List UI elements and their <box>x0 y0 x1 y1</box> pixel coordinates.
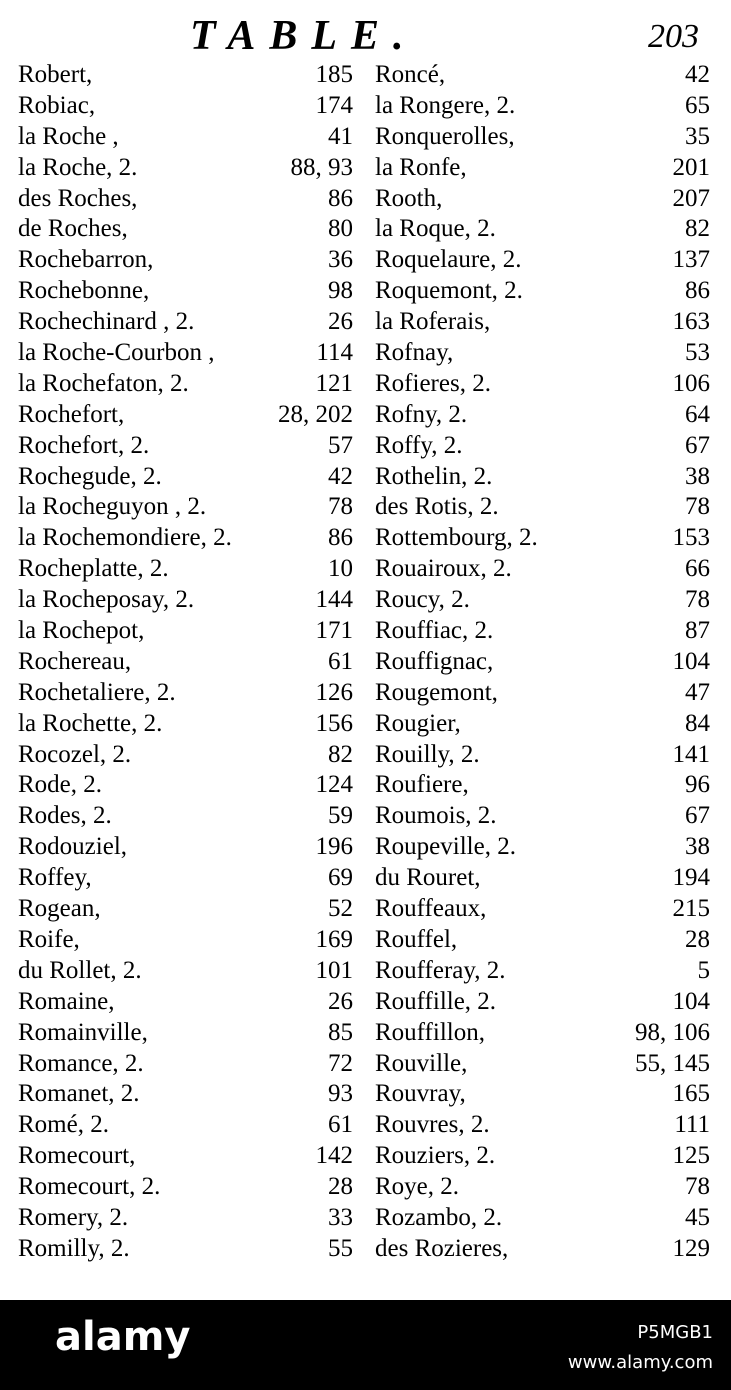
entry-name: Rouvray, <box>375 1080 466 1108</box>
index-entry <box>18 1234 353 1265</box>
entry-name: Rochebonne, <box>18 277 150 305</box>
entry-pages: 57 <box>328 431 353 459</box>
entry-name: Roufferay, 2. <box>375 956 506 984</box>
index-entry <box>18 1049 353 1080</box>
entry-name: Rofnay, <box>375 339 454 367</box>
index-entry <box>18 678 353 709</box>
entry-pages: 87 <box>685 617 710 645</box>
entry-name: Rochereau, <box>18 647 132 675</box>
index-entry <box>375 1079 710 1110</box>
index-entry <box>18 1203 353 1234</box>
entry-name: Rottembourg, 2. <box>375 524 538 552</box>
entry-pages: 26 <box>328 308 353 336</box>
entry-name: Rouilly, 2. <box>375 740 480 768</box>
entry-pages: 64 <box>685 400 710 428</box>
index-entry <box>18 369 353 400</box>
entry-pages: 36 <box>328 246 353 274</box>
entry-name: Rouffeaux, <box>375 895 487 923</box>
entry-pages: 55, 145 <box>635 1049 710 1077</box>
entry-pages: 69 <box>328 864 353 892</box>
watermark-bar <box>0 1300 731 1390</box>
entry-pages: 169 <box>315 925 353 953</box>
index-entry <box>18 987 353 1018</box>
entry-name: la Rocheposay, 2. <box>18 586 195 614</box>
index-entry <box>375 770 710 801</box>
watermark-image-code: P5MGB1 <box>637 1322 713 1343</box>
index-entry <box>18 1079 353 1110</box>
entry-pages: 78 <box>328 493 353 521</box>
index-entry <box>375 925 710 956</box>
entry-pages: 52 <box>328 895 353 923</box>
index-entry <box>18 616 353 647</box>
index-entry <box>375 1234 710 1265</box>
entry-name: Rouville, <box>375 1049 468 1077</box>
index-entry <box>375 801 710 832</box>
entry-pages: 194 <box>672 864 710 892</box>
index-entry <box>375 585 710 616</box>
entry-pages: 41 <box>328 122 353 150</box>
entry-pages: 201 <box>672 153 710 181</box>
index-entry <box>375 1141 710 1172</box>
entry-name: Romilly, 2. <box>18 1234 130 1262</box>
index-entry <box>375 184 710 215</box>
entry-name: des Rozieres, <box>375 1234 509 1262</box>
index-entry <box>18 585 353 616</box>
entry-name: la Rochepot, <box>18 617 145 645</box>
entry-name: du Rollet, 2. <box>18 956 142 984</box>
entry-pages: 163 <box>672 308 710 336</box>
entry-pages: 104 <box>672 647 710 675</box>
entry-name: Romery, 2. <box>18 1203 129 1231</box>
entry-name: Rochefort, <box>18 400 125 428</box>
index-entry <box>375 1172 710 1203</box>
entry-pages: 28, 202 <box>278 400 353 428</box>
index-entry <box>18 214 353 245</box>
entry-pages: 174 <box>315 91 353 119</box>
entry-name: Rocheplatte, 2. <box>18 555 169 583</box>
watermark-url: www.alamy.com <box>567 1352 713 1373</box>
entry-name: Roquelaure, 2. <box>375 246 522 274</box>
entry-name: Roffey, <box>18 864 92 892</box>
entry-pages: 45 <box>685 1203 710 1231</box>
entry-name: Robert, <box>18 61 93 88</box>
entry-pages: 111 <box>674 1111 710 1139</box>
index-entry <box>375 709 710 740</box>
entry-name: Roife, <box>18 925 80 953</box>
entry-name: la Roche, 2. <box>18 153 138 181</box>
entry-name: de Roches, <box>18 215 128 243</box>
entry-name: Rozambo, 2. <box>375 1203 503 1231</box>
entry-pages: 93 <box>328 1080 353 1108</box>
entry-pages: 114 <box>316 339 353 367</box>
entry-pages: 84 <box>685 709 710 737</box>
entry-pages: 171 <box>315 617 353 645</box>
index-entry <box>18 647 353 678</box>
entry-pages: 88, 93 <box>290 153 353 181</box>
index-entry <box>18 276 353 307</box>
index-entry <box>18 925 353 956</box>
entry-pages: 42 <box>685 61 710 88</box>
index-entry <box>18 492 353 523</box>
index-entry <box>375 307 710 338</box>
entry-name: Roumois, 2. <box>375 802 497 830</box>
entry-pages: 10 <box>328 555 353 583</box>
entry-pages: 129 <box>672 1234 710 1262</box>
entry-name: Romainville, <box>18 1018 148 1046</box>
index-entry <box>18 338 353 369</box>
entry-pages: 106 <box>672 369 710 397</box>
entry-pages: 82 <box>685 215 710 243</box>
index-entry <box>18 1110 353 1141</box>
index-column-right <box>375 60 710 1265</box>
index-entry <box>18 801 353 832</box>
entry-name: Rouffillon, <box>375 1018 485 1046</box>
entry-name: des Rotis, 2. <box>375 493 499 521</box>
entry-pages: 196 <box>315 833 353 861</box>
entry-pages: 85 <box>328 1018 353 1046</box>
entry-pages: 215 <box>672 895 710 923</box>
entry-name: Rodes, 2. <box>18 802 112 830</box>
entry-name: Rofny, 2. <box>375 400 468 428</box>
index-entry <box>18 523 353 554</box>
entry-name: Roucy, 2. <box>375 586 470 614</box>
entry-pages: 207 <box>672 184 710 212</box>
entry-name: Romaine, <box>18 987 115 1015</box>
entry-name: Romance, 2. <box>18 1049 144 1077</box>
entry-name: Rodouziel, <box>18 833 128 861</box>
index-entry <box>18 956 353 987</box>
entry-name: Rouairoux, 2. <box>375 555 512 583</box>
entry-pages: 98 <box>328 277 353 305</box>
index-entry <box>18 832 353 863</box>
entry-pages: 38 <box>685 833 710 861</box>
entry-pages: 141 <box>672 740 710 768</box>
entry-pages: 28 <box>685 925 710 953</box>
entry-name: Rouvres, 2. <box>375 1111 490 1139</box>
entry-name: Rochetaliere, 2. <box>18 678 176 706</box>
index-entry <box>18 307 353 338</box>
entry-pages: 61 <box>328 1111 353 1139</box>
index-entry <box>375 369 710 400</box>
index-entry <box>18 91 353 122</box>
entry-pages: 66 <box>685 555 710 583</box>
index-entry <box>375 647 710 678</box>
entry-name: Rouffel, <box>375 925 458 953</box>
index-column-left <box>18 60 353 1265</box>
entry-name: Rogean, <box>18 895 101 923</box>
entry-name: Rochechinard , 2. <box>18 308 195 336</box>
entry-name: Rothelin, 2. <box>375 462 493 490</box>
entry-name: Ronquerolles, <box>375 122 515 150</box>
index-entry <box>375 91 710 122</box>
entry-name: Rode, 2. <box>18 771 103 799</box>
entry-name: Roffy, 2. <box>375 431 463 459</box>
index-entry <box>375 431 710 462</box>
entry-name: Rofieres, 2. <box>375 369 491 397</box>
index-entry <box>18 863 353 894</box>
entry-name: la Ronfe, <box>375 153 467 181</box>
entry-name: Rougemont, <box>375 678 498 706</box>
entry-name: Rochegude, 2. <box>18 462 162 490</box>
entry-name: Roncé, <box>375 61 446 88</box>
index-entry <box>375 245 710 276</box>
entry-name: la Rongere, 2. <box>375 91 516 119</box>
index-entry <box>375 1049 710 1080</box>
page-number: 203 <box>648 18 699 55</box>
entry-name: du Rouret, <box>375 864 481 892</box>
entry-pages: 165 <box>672 1080 710 1108</box>
index-entry <box>18 709 353 740</box>
entry-name: Rouziers, 2. <box>375 1142 496 1170</box>
index-entry <box>18 554 353 585</box>
entry-pages: 61 <box>328 647 353 675</box>
entry-pages: 124 <box>315 771 353 799</box>
index-entry <box>375 338 710 369</box>
entry-name: Rochefort, 2. <box>18 431 150 459</box>
index-entry <box>18 894 353 925</box>
index-entry <box>375 1110 710 1141</box>
index-entry <box>375 60 710 91</box>
entry-pages: 126 <box>315 678 353 706</box>
index-entry <box>18 1018 353 1049</box>
index-entry <box>18 122 353 153</box>
entry-pages: 65 <box>685 91 710 119</box>
index-entry <box>18 1172 353 1203</box>
entry-name: Roquemont, 2. <box>375 277 523 305</box>
index-entry <box>375 492 710 523</box>
index-entry <box>18 153 353 184</box>
entry-pages: 28 <box>328 1173 353 1201</box>
entry-name: Rochebarron, <box>18 246 154 274</box>
entry-pages: 67 <box>685 431 710 459</box>
index-entry <box>375 894 710 925</box>
entry-name: la Rocheguyon , 2. <box>18 493 207 521</box>
index-entry <box>375 616 710 647</box>
entry-name: la Roche , <box>18 122 119 150</box>
entry-pages: 35 <box>685 122 710 150</box>
entry-pages: 86 <box>328 524 353 552</box>
page-title: TABLE. <box>190 13 418 59</box>
entry-name: Rougier, <box>375 709 461 737</box>
entry-pages: 26 <box>328 987 353 1015</box>
entry-name: la Roque, 2. <box>375 215 496 243</box>
entry-name: Rooth, <box>375 184 443 212</box>
entry-pages: 98, 106 <box>635 1018 710 1046</box>
index-entry <box>375 1203 710 1234</box>
entry-name: Romé, 2. <box>18 1111 109 1139</box>
entry-pages: 137 <box>672 246 710 274</box>
entry-name: Romanet, 2. <box>18 1080 140 1108</box>
entry-name: Robiac, <box>18 91 96 119</box>
index-entry <box>375 956 710 987</box>
entry-pages: 185 <box>315 61 353 88</box>
entry-name: Romecourt, <box>18 1142 136 1170</box>
index-entry <box>375 554 710 585</box>
entry-name: Romecourt, 2. <box>18 1173 161 1201</box>
entry-pages: 121 <box>315 369 353 397</box>
entry-name: Roye, 2. <box>375 1173 460 1201</box>
entry-pages: 86 <box>328 184 353 212</box>
entry-name: Rouffignac, <box>375 647 494 675</box>
entry-pages: 125 <box>672 1142 710 1170</box>
entry-name: la Rochette, 2. <box>18 709 163 737</box>
entry-pages: 33 <box>328 1203 353 1231</box>
index-entry <box>18 60 353 91</box>
index-entry <box>18 1141 353 1172</box>
entry-pages: 5 <box>697 956 710 984</box>
entry-pages: 38 <box>685 462 710 490</box>
entry-name: la Rochemondiere, 2. <box>18 524 232 552</box>
page-header <box>0 10 731 60</box>
entry-pages: 42 <box>328 462 353 490</box>
index-entry <box>18 184 353 215</box>
entry-name: des Roches, <box>18 184 138 212</box>
entry-pages: 142 <box>315 1142 353 1170</box>
index-entry <box>375 678 710 709</box>
index-entry <box>375 122 710 153</box>
index-entry <box>375 400 710 431</box>
entry-pages: 78 <box>685 1173 710 1201</box>
entry-pages: 153 <box>672 524 710 552</box>
entry-pages: 82 <box>328 740 353 768</box>
entry-pages: 59 <box>328 802 353 830</box>
index-entry <box>375 153 710 184</box>
index-entry <box>18 245 353 276</box>
entry-name: Roufiere, <box>375 771 469 799</box>
entry-pages: 101 <box>315 956 353 984</box>
entry-pages: 47 <box>685 678 710 706</box>
index-entry <box>375 462 710 493</box>
index-entry <box>375 863 710 894</box>
index-entry <box>18 740 353 771</box>
entry-pages: 80 <box>328 215 353 243</box>
entry-pages: 72 <box>328 1049 353 1077</box>
index-entry <box>375 1018 710 1049</box>
entry-pages: 104 <box>672 987 710 1015</box>
entry-name: Rouffille, 2. <box>375 987 497 1015</box>
entry-name: Rocozel, 2. <box>18 740 132 768</box>
entry-pages: 67 <box>685 802 710 830</box>
entry-pages: 156 <box>315 709 353 737</box>
index-entry <box>18 462 353 493</box>
entry-name: la Roche-Courbon , <box>18 339 215 367</box>
entry-name: la Rochefaton, 2. <box>18 369 189 397</box>
entry-name: Roupeville, 2. <box>375 833 516 861</box>
index-entry <box>375 523 710 554</box>
entry-pages: 96 <box>685 771 710 799</box>
index-entry <box>18 400 353 431</box>
index-entry <box>375 276 710 307</box>
watermark-logo: alamy <box>55 1314 191 1360</box>
entry-pages: 78 <box>685 493 710 521</box>
index-entry <box>18 431 353 462</box>
entry-pages: 144 <box>315 586 353 614</box>
index-entry <box>18 770 353 801</box>
entry-pages: 86 <box>685 277 710 305</box>
entry-name: la Roferais, <box>375 308 491 336</box>
entry-pages: 78 <box>685 586 710 614</box>
entry-pages: 55 <box>328 1234 353 1262</box>
index-entry <box>375 740 710 771</box>
index-entry <box>375 214 710 245</box>
entry-pages: 53 <box>685 339 710 367</box>
index-entry <box>375 832 710 863</box>
index-entry <box>375 987 710 1018</box>
entry-name: Rouffiac, 2. <box>375 617 494 645</box>
